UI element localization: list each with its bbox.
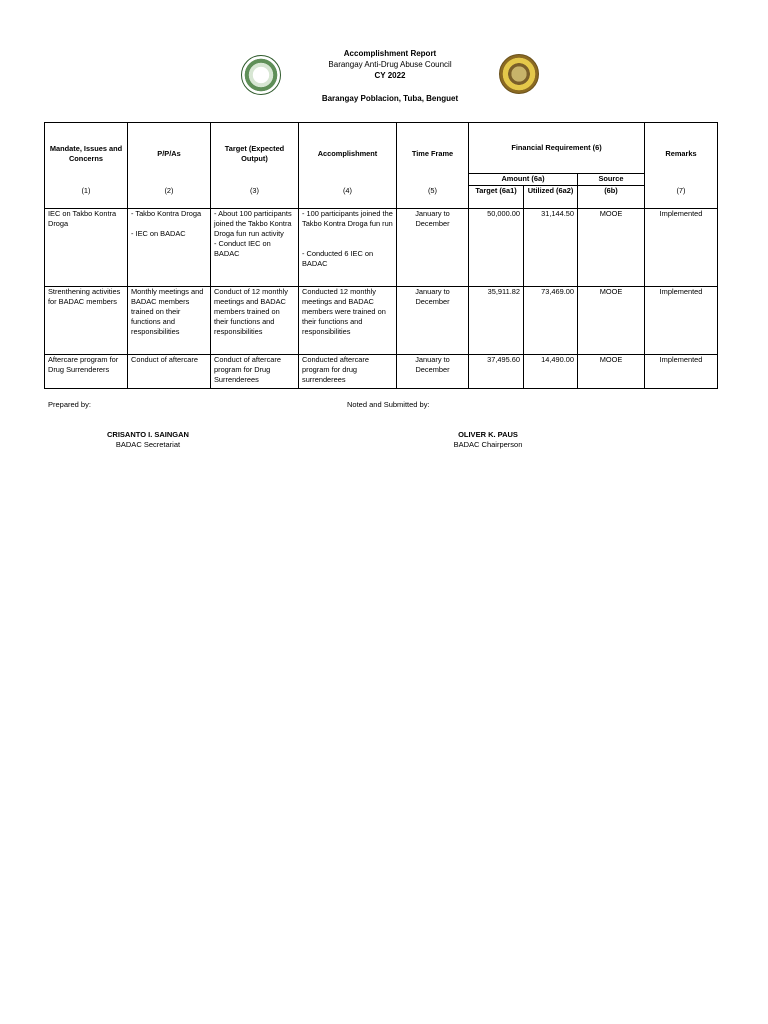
accomplishment-cell: Conducted aftercare program for drug surrenderees: [299, 355, 397, 389]
target-cell: [211, 209, 299, 287]
preparer-signature-block: [68, 430, 228, 450]
chair-name: OLIVER K. PAUS: [458, 430, 518, 439]
time-frame-cell: January to December: [397, 287, 469, 355]
chair-signature-block: [408, 430, 568, 450]
prepared-by-label: Prepared by:: [48, 400, 91, 409]
accomplishment-line: - 100 participants joined the Takbo Kontra Droga fun run: [302, 209, 393, 228]
chair-title: BADAC Chairperson: [453, 440, 523, 449]
source-cell: MOOE: [578, 209, 645, 287]
target-cell: Conduct of aftercare program for Drug Surrenderees: [211, 355, 299, 389]
col-number: (1): [45, 186, 128, 209]
time-frame-cell: January to December: [397, 355, 469, 389]
col-header-financial: Financial Requirement (6): [469, 123, 645, 174]
municipal-seal-logo: [499, 54, 539, 94]
utilized-amount-cell: 14,490.00: [524, 355, 578, 389]
table-row: [45, 355, 718, 389]
utilized-amount-cell: 31,144.50: [524, 209, 578, 287]
council-name: Barangay Anti-Drug Abuse Council: [328, 60, 452, 69]
ppas-line: - IEC on BADAC: [131, 229, 186, 238]
source-cell: MOOE: [578, 355, 645, 389]
ppas-line: - Takbo Kontra Droga: [131, 209, 202, 218]
accomplishment-cell: [299, 209, 397, 287]
col-header-time-frame: Time Frame: [397, 123, 469, 186]
ppas-cell: [128, 209, 211, 287]
col-number: (7): [645, 186, 718, 209]
col-number: (5): [397, 186, 469, 209]
ppas-cell: Conduct of aftercare: [128, 355, 211, 389]
table-row: [45, 209, 718, 287]
col-number: (4): [299, 186, 397, 209]
source-cell: MOOE: [578, 287, 645, 355]
ppas-cell: Monthly meetings and BADAC members trained on their functions and responsibilities: [128, 287, 211, 355]
remarks-cell: Implemented: [645, 287, 718, 355]
report-year: CY 2022: [374, 71, 406, 80]
time-frame-cell: January to December: [397, 209, 469, 287]
mandate-cell: IEC on Takbo Kontra Droga: [45, 209, 128, 287]
preparer-title: BADAC Secretariat: [115, 440, 181, 449]
accomplishment-line: - Conducted 6 IEC on BADAC: [302, 249, 374, 268]
target-amount-cell: 50,000.00: [469, 209, 524, 287]
target-amount-cell: 35,911.82: [469, 287, 524, 355]
target-cell: Conduct of 12 monthly meetings and BADAC members trained on their functions and responsibilities: [211, 287, 299, 355]
report-title: Accomplishment Report: [343, 49, 437, 58]
col-header-source: Source: [578, 174, 645, 186]
preparer-name: CRISANTO I. SAINGAN: [107, 430, 189, 439]
col-header-source-code: (6b): [578, 186, 645, 209]
col-header-ppas: P/P/As: [128, 123, 211, 186]
mandate-cell: Aftercare program for Drug Surrenderers: [45, 355, 128, 389]
col-header-amount: Amount (6a): [469, 174, 578, 186]
accomplishment-cell: Conducted 12 monthly meetings and BADAC members were trained on their functions and responsibilities: [299, 287, 397, 355]
target-line: - Conduct IEC on BADAC: [214, 239, 271, 258]
remarks-cell: Implemented: [645, 209, 718, 287]
col-header-mandate: Mandate, Issues and Concerns: [45, 123, 128, 186]
col-header-utilized-amount: Utilized (6a2): [524, 186, 578, 209]
target-amount-cell: 37,495.60: [469, 355, 524, 389]
barangay-location: Barangay Poblacion, Tuba, Benguet: [321, 94, 459, 103]
col-header-accomplishment: Accomplishment: [299, 123, 397, 186]
col-number: (2): [128, 186, 211, 209]
mandate-cell: Strenthening activities for BADAC members: [45, 287, 128, 355]
accomplishment-table: [44, 122, 718, 389]
noted-by-label: Noted and Submitted by:: [347, 400, 430, 409]
col-header-target: Target (Expected Output): [211, 123, 299, 186]
target-line: - About 100 participants joined the Takbo Kontra Droga fun run activity: [214, 209, 292, 238]
col-number: (3): [211, 186, 299, 209]
utilized-amount-cell: 73,469.00: [524, 287, 578, 355]
col-header-remarks: Remarks: [645, 123, 718, 186]
barangay-seal-logo: [241, 55, 281, 95]
table-row: [45, 287, 718, 355]
col-header-target-amount: Target (6a1): [469, 186, 524, 209]
remarks-cell: Implemented: [645, 355, 718, 389]
